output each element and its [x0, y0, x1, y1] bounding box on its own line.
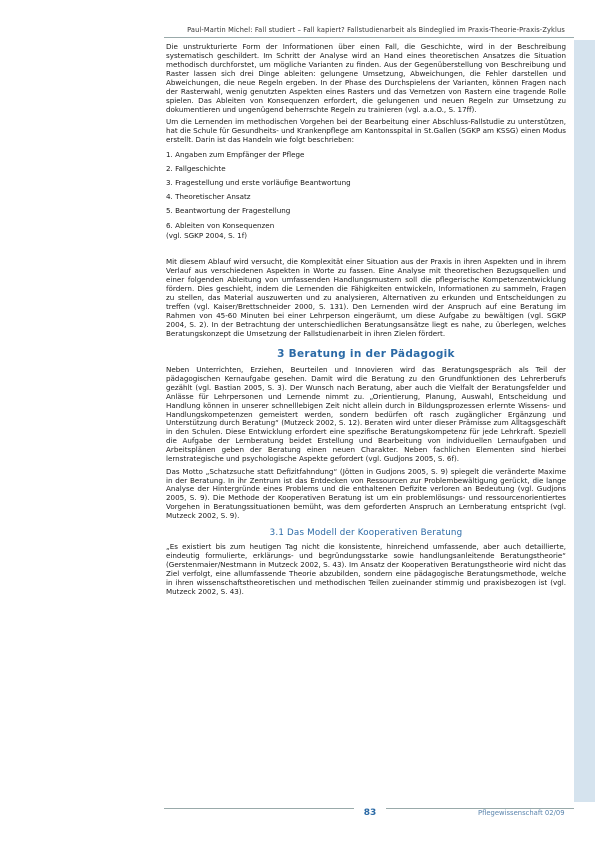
list-item: 1. Angaben zum Empfänger der Pflege	[166, 150, 305, 160]
main-text	[166, 43, 566, 600]
section-3-heading: 3 Beratung in der Pädagogik	[277, 347, 455, 360]
section-3-1-heading: 3.1 Das Modell der Kooperativen Beratung	[269, 528, 463, 539]
header-rule	[164, 37, 574, 38]
list-item: 2. Fallgeschichte	[166, 164, 226, 174]
paragraph-6: „Es existiert bis zum heutigen Tag nicht die konsistente, hinreichend umfassende, aber auch detaillierte, eindeutig formulierte, erklärungs- und begründungsstarke sowie handlungsanleitende Beratungstheorie“ (Gerstenmaier/Nestmann in Mutzeck 2002, S. 43). Im Ansatz der Kooperativen Beratungstheorie wird nicht das Ziel verfolgt, eine allumfassende Theorie abzubilden, sondern eine pädagogische Beratungsmethode, welche in ihren wissenschaftstheoretischen und methodischen Teilen zueinander stimmig und praxisbezogen ist (vgl. Mutzeck 2002, S. 43).	[166, 542, 566, 597]
side-bar	[574, 40, 595, 802]
paragraph-3: Mit diesem Ablauf wird versucht, die Komplexität einer Situation aus der Praxis in ihren Aspekten und in ihrem Verlauf aus verschiedenen Aspekten in Worte zu fassen. Eine Analyse mit theoretischen Bezugsquellen und einer folgenden Ableitung von umfassenden Handlungsmustern soll die pflegerische Kompetenzentwicklung fördern. Dies geschieht, indem die Lernenden die Fähigkeiten entwickeln, Informationen zu sammeln, Fragen zu stellen, das Material auszuwerten und zu analysieren, Alternativen zu erkunden und Entscheidungen zu treffen (vgl. Kaiser/Brettschneider 2000, S. 131). Den Lernenden wird der Anspruch auf eine Beratung im Rahmen von 45-60 Minuten bei einer Lehrperson eingeräumt, um diese Aufgabe zu bewältigen (vgl. SGKP 2004, S. 2). In der Betrachtung der unterschiedlichen Beratungsansätze liegt es nahe, zu überlegen, welches Beratungskonzept die Umsetzung der Fallstudienarbeit in ihren Zielen fördert.	[166, 257, 566, 338]
list-item: 4. Theoretischer Ansatz	[166, 192, 251, 202]
paragraph-1: Die unstrukturierte Form der Informationen über einen Fall, die Geschichte, wird in der Beschreibung systematisch geschildert. Im Schritt der Analyse wird an Hand eines theoretischen Ansatzes die Situation methodisch durchforstet, um mögliche Varianten zu finden. Aus der Gegenüberstellung von Beschreibung und Raster lassen sich drei Dinge ableiten: gelungene Umsetzung, Abweichungen, die Fehler darstellen und Abweichungen, die neue Regeln ergeben. In der Phase des Durchspielens der Varianten, können Fragen nach der Rasterwahl, wenig genutzten Aspekten eines Rasters und das Vernetzen von Rastern eine tragende Rolle spielen. Das Ableiten von Konsequenzen erfordert, die gelungenen und neuen Regeln zur Umsetzung zu dokumentieren und ungenügend beherrschte Regeln zu trainieren (vgl. a.a.O., S. 17ff).	[166, 42, 566, 114]
steps-list	[166, 148, 566, 233]
list-item: 6. Ableiten von Konsequenzen	[166, 220, 275, 230]
list-source: (vgl. SGKP 2004, S. 1f)	[166, 230, 248, 240]
list-item: 3. Fragestellung und erste vorläufige Beantwortung	[166, 178, 351, 188]
paragraph-2: Um die Lernenden im methodischen Vorgehen bei der Bearbeitung einer Abschluss-Fallstudie zu unterstützen, hat die Schule für Gesundheits- und Krankenpflege am Kantonsspital in St.Gallen (SGKP am KSSG) einen Modus erstellt. Darin ist das Handeln wie folgt beschrieben:	[166, 116, 566, 144]
page-number: 83	[354, 806, 386, 821]
list-item: 5. Beantwortung der Fragestellung	[166, 206, 291, 216]
spacer	[166, 244, 566, 258]
paragraph-5: Das Motto „Schatzsuche statt Defizitfahndung“ (Jötten in Gudjons 2005, S. 9) spiegelt die veränderte Maxime in der Beratung. In ihr Zentrum ist das Entdecken von Ressourcen zur Problembewältigung gerückt, die lange Analyse der Hintergründe eines Problems und die enthaltenen Defizite verloren an Bedeutung (vgl. Gudjons 2005, S. 9). Die Methode der Kooperativen Beratung ist um ein problemlösungs- und ressourcenorientiertes Vorgehen in Beratungssituationen bemüht, was dem geforderten Anspruch an Lernberatung entspricht (vgl. Mutzeck 2002, S. 9).	[166, 466, 566, 521]
running-header: Paul-Martin Michel: Fall studiert – Fall kapiert? Fallstudienarbeit als Bindeglied im Praxis-Theorie-Praxis-Zyklus	[187, 26, 565, 34]
paragraph-4: Neben Unterrichten, Erziehen, Beurteilen und Innovieren wird das Beratungsgespräch als Teil der pädagogischen Kernaufgabe gesehen. Damit wird die Beratung zu den Grundfunktionen des Lehrerberufs gezählt (vgl. Bastian 2005, S. 3). Der Wunsch nach Beratung, aber auch die Vielfalt der Beratungsfelder und Anlässe für Lehrpersonen und Lernende nimmt zu. „Orientierung, Planung, Auswahl, Entscheidung und Handlung können in unserer schnelllebigen Zeit nicht allein durch in Bildungsprozessen erlernte Wissens- und Handlungskompetenzen gemeistert werden, sondern bedürfen oft rasch zugänglicher Ergänzung und Unterstützung durch Beratung“ (Mutzeck 2002, S. 12). Beraten wird unter dieser Prämisse zum Alltagsgeschäft in den Schulen. Diese Entwicklung erfordert eine spezifische Beratungskompetenz für jede Lehrkraft. Speziell die Aufgabe der Lernberatung beidet Erstellung und Bearbeitung von individuellen Lernaufgaben und Arbeitsplänen geben der Beratung einen neuen Charakter. Neben fachlichen Elementen sind hierbei lernstrategische und psychologische Aspekte gefordert (vgl. Gudjons 2005, S. 6f).	[166, 364, 566, 464]
journal-name: Pflegewissenschaft 02/09	[478, 809, 565, 817]
